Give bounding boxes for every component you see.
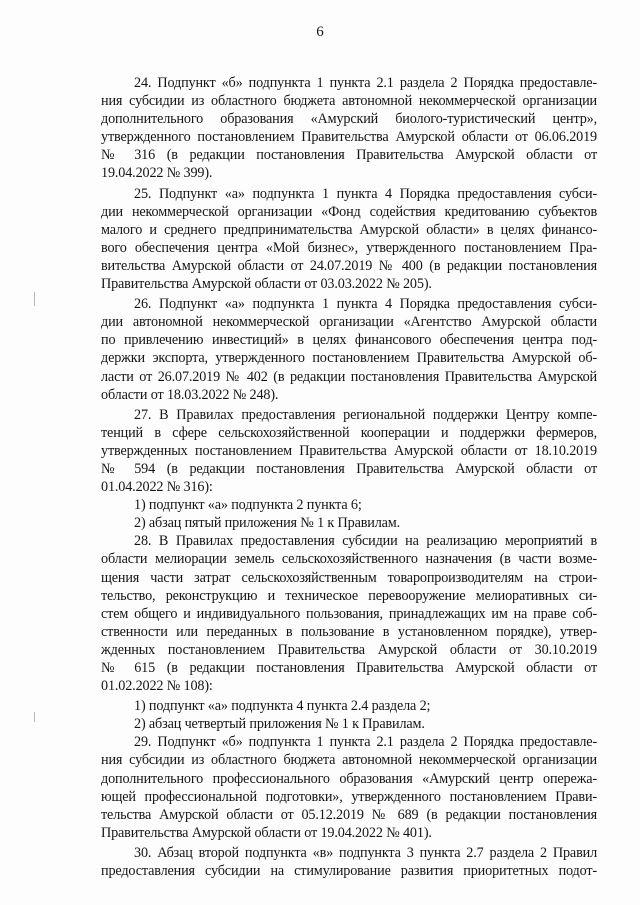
text-line: тенций в сфере сельскохозяйственной кооперации и поддержки фермеров, <box>101 424 597 441</box>
text-line: по привлечению инвестиций» в целях финансового обеспечения центра под- <box>101 332 597 349</box>
text-line: 25. Подпункт «а» подпункта 1 пункта 4 Порядка предоставления субси- <box>134 185 597 202</box>
scan-margin-mark <box>34 712 35 722</box>
text-line: предоставления субсидии на стимулирование развития приоритетных подот- <box>101 863 597 880</box>
page-number: 6 <box>316 24 324 40</box>
text-line: дии некоммерческой организации «Фонд содействия кредитованию субъектов <box>101 203 597 220</box>
text-line: Правительства Амурской области от 03.03.2022 № 205). <box>101 276 432 293</box>
text-line: тельство, реконструкцию и техническое перевооружение мелиоративных си- <box>101 587 597 604</box>
text-line: 2) абзац пятый приложения № 1 к Правилам. <box>134 515 401 532</box>
text-line: тельства Амурской области от 05.12.2019 № 689 (в редакции постановления <box>101 806 597 823</box>
text-line: области мелиорации земель сельскохозяйственного назначения (в части возме- <box>101 551 597 568</box>
text-line: ласти от 26.07.2019 № 402 (в редакции постановления Правительства Амурской <box>101 368 597 385</box>
text-line: 1) подпункт «а» подпункта 4 пункта 2.4 раздела 2; <box>134 698 431 715</box>
text-line: держки экспорта, утвержденного постановлением Правительства Амурской об- <box>101 350 597 367</box>
text-line: 1) подпункт «а» подпункта 2 пункта 6; <box>134 497 362 514</box>
text-line: дополнительного образования «Амурский биолого-туристический центр», <box>101 111 597 128</box>
document-body <box>101 74 597 880</box>
text-line: 24. Подпункт «б» подпункта 1 пункта 2.1 раздела 2 Порядка предоставле- <box>134 75 597 91</box>
text-line: ственности или переданных в пользование в установленном порядке), утвер- <box>101 623 597 640</box>
text-line: дополнительного профессионального образования «Амурский центр опережа- <box>101 770 597 787</box>
text-line: вительства Амурской области от 24.07.2019 № 400 (в редакции постановления <box>101 257 597 274</box>
text-line: 2) абзац четвертый приложения № 1 к Правилам. <box>134 716 425 733</box>
text-line: № 615 (в редакции постановления Правительства Амурской области от <box>101 660 597 676</box>
text-line: 01.04.2022 № 316): <box>101 479 213 496</box>
text-line: вого обеспечения центра «Мой бизнес», утвержденного постановлением Пра- <box>101 239 597 256</box>
text-line: 30. Абзац второй подпункта «в» подпункта 3 пункта 2.7 раздела 2 Правил <box>134 844 597 861</box>
scan-margin-mark <box>34 292 35 306</box>
text-line: 28. В Правилах предоставления субсидии на реализацию мероприятий в <box>134 533 597 550</box>
text-line: ния субсидии из областного бюджета автономной некоммерческой организации <box>101 752 597 769</box>
text-line: области от 18.03.2022 № 248). <box>101 386 279 403</box>
text-line: 29. Подпункт «б» подпункта 1 пункта 2.1 раздела 2 Порядка предоставле- <box>134 734 597 751</box>
text-line: Правительства Амурской области от 19.04.2022 № 401). <box>101 824 432 841</box>
text-line: 01.02.2022 № 108): <box>101 678 213 695</box>
text-line: № 594 (в редакции постановления Правительства Амурской области от <box>101 460 597 477</box>
text-line: жденных постановлением Правительства Амурской области от 30.10.2019 <box>101 641 597 658</box>
text-line: 27. В Правилах предоставления региональной поддержки Центру компе- <box>134 406 597 423</box>
text-line: ющей профессиональной подготовки», утвержденного постановлением Прави- <box>101 788 597 805</box>
text-line: № 316 (в редакции постановления Правительства Амурской области от <box>101 147 597 164</box>
text-line: утвержденных постановлением Правительства Амурской области от 18.10.2019 <box>101 442 597 459</box>
text-line: щения части затрат сельскохозяйственным товаропроизводителям на строи- <box>101 569 597 586</box>
text-line: дии автономной некоммерческой организации «Агентство Амурской области <box>101 314 597 331</box>
text-line: малого и среднего предпринимательства Амурской области» в целях финансо- <box>101 221 597 238</box>
text-line: утвержденного постановлением Правительства Амурской области от 06.06.2019 <box>101 129 597 146</box>
text-line: ния субсидии из областного бюджета автономной некоммерческой организации <box>101 93 597 110</box>
text-line: стем общего и индивидуального пользования, принадлежащих им на праве соб- <box>101 605 597 622</box>
text-line: 19.04.2022 № 399). <box>101 165 213 182</box>
text-line: 26. Подпункт «а» подпункта 1 пункта 4 Порядка предоставления субси- <box>134 296 597 313</box>
